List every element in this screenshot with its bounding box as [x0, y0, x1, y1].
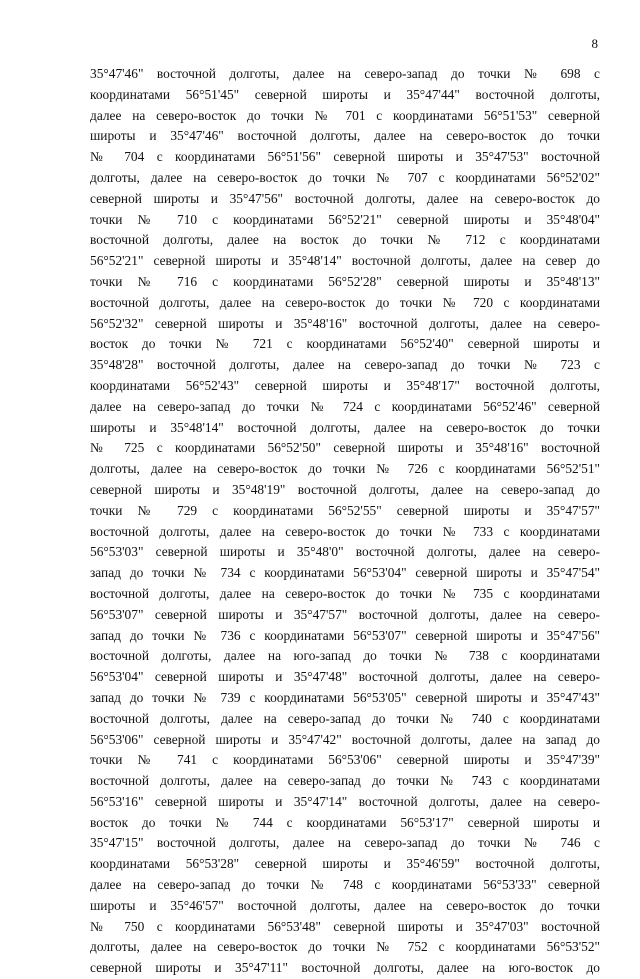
text-line: северной широты и 35°48'19" восточной долготы, далее на северо-запад до — [90, 481, 600, 497]
text-line: восток до точки № 721 с координатами 56°52'40" северной широты и — [90, 336, 600, 352]
text-line: восточной долготы, далее на северо-запад до точки № 743 с координатами — [90, 773, 600, 789]
text-line: 56°52'32" северной широты и 35°48'16" восточной долготы, далее на северо- — [90, 315, 600, 331]
text-line: координатами 56°51'45" северной широты и 35°47'44" восточной долготы, — [90, 86, 600, 102]
text-line: № 750 с координатами 56°53'48" северной широты и 35°47'03" восточной — [90, 918, 600, 934]
text-line: точки № 710 с координатами 56°52'21" северной широты и 35°48'04" — [90, 211, 600, 227]
text-line: 56°52'21" северной широты и 35°48'14" восточной долготы, далее на север до — [90, 253, 600, 269]
text-line: далее на северо-восток до точки № 701 с координатами 56°51'53" северной — [90, 107, 600, 123]
text-line: запад до точки № 739 с координатами 56°53'05" северной широты и 35°47'43" — [90, 689, 600, 705]
text-line: восточной долготы, далее на северо-восток до точки № 720 с координатами — [90, 294, 600, 310]
text-line: 56°53'06" северной широты и 35°47'42" восточной долготы, далее на запад до — [90, 731, 600, 747]
text-line: долготы, далее на северо-восток до точки № 752 с координатами 56°53'52" — [90, 939, 600, 955]
text-line: № 704 с координатами 56°51'56" северной широты и 35°47'53" восточной — [90, 149, 600, 165]
text-line: восточной долготы, далее на юго-запад до точки № 738 с координатами — [90, 648, 600, 664]
text-line: точки № 741 с координатами 56°53'06" северной широты и 35°47'39" — [90, 752, 600, 768]
text-line: восток до точки № 744 с координатами 56°53'17" северной широты и — [90, 814, 600, 830]
text-line: восточной долготы, далее на восток до точки № 712 с координатами — [90, 232, 600, 248]
text-line: точки № 729 с координатами 56°52'55" северной широты и 35°47'57" — [90, 502, 600, 518]
text-line: запад до точки № 734 с координатами 56°53'04" северной широты и 35°47'54" — [90, 565, 600, 581]
text-line: северной широты и 35°47'56" восточной долготы, далее на северо-восток до — [90, 190, 600, 206]
text-line: широты и 35°47'46" восточной долготы, далее на северо-восток до точки — [90, 128, 600, 144]
text-line: восточной долготы, далее на северо-запад до точки № 740 с координатами — [90, 710, 600, 726]
text-line: 35°48'28" восточной долготы, далее на северо-запад до точки № 723 с — [90, 357, 600, 373]
text-line: широты и 35°48'14" восточной долготы, далее на северо-восток до точки — [90, 419, 600, 435]
page-number: 8 — [591, 36, 598, 51]
text-line: 35°47'15" восточной долготы, далее на северо-запад до точки № 746 с — [90, 835, 600, 851]
text-line: далее на северо-запад до точки № 748 с координатами 56°53'33" северной — [90, 877, 600, 893]
text-line: запад до точки № 736 с координатами 56°53'07" северной широты и 35°47'56" — [90, 627, 600, 643]
text-line: восточной долготы, далее на северо-восток до точки № 733 с координатами — [90, 523, 600, 539]
text-line: 56°53'04" северной широты и 35°47'48" восточной долготы, далее на северо- — [90, 669, 600, 685]
text-line: № 725 с координатами 56°52'50" северной широты и 35°48'16" восточной — [90, 440, 600, 456]
text-line: широты и 35°46'57" восточной долготы, далее на северо-восток до точки — [90, 897, 600, 913]
body-text — [90, 64, 600, 979]
text-line: долготы, далее на северо-восток до точки № 707 с координатами 56°52'02" — [90, 169, 600, 185]
text-line: 56°53'03" северной широты и 35°48'0" восточной долготы, далее на северо- — [90, 544, 600, 560]
text-line: координатами 56°53'28" северной широты и 35°46'59" восточной долготы, — [90, 856, 600, 872]
text-line: координатами 56°52'43" северной широты и 35°48'17" восточной долготы, — [90, 377, 600, 393]
text-line: долготы, далее на северо-восток до точки № 726 с координатами 56°52'51" — [90, 461, 600, 477]
text-line: восточной долготы, далее на северо-восток до точки № 735 с координатами — [90, 585, 600, 601]
text-line: северной широты и 35°47'11" восточной долготы, далее на юго-восток до — [90, 960, 600, 976]
text-line: 56°53'16" северной широты и 35°47'14" восточной долготы, далее на северо- — [90, 793, 600, 809]
text-line: далее на северо-запад до точки № 724 с координатами 56°52'46" северной — [90, 398, 600, 414]
text-line: 56°53'07" северной широты и 35°47'57" восточной долготы, далее на северо- — [90, 606, 600, 622]
text-line: 35°47'46" восточной долготы, далее на северо-запад до точки № 698 с — [90, 66, 600, 81]
text-line: точки № 716 с координатами 56°52'28" северной широты и 35°48'13" — [90, 273, 600, 289]
